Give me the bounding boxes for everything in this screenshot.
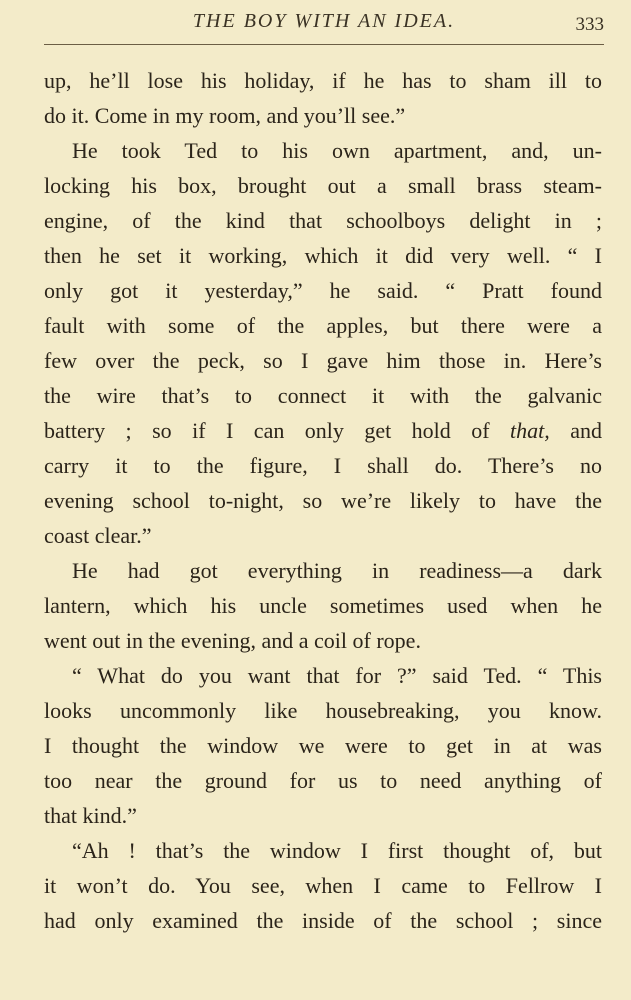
- text-line: had only examined the inside of the school ; since: [44, 908, 602, 933]
- text-line: up, he’ll lose his holiday, if he has to sham ill to: [44, 68, 602, 93]
- text-line: He had got everything in readiness—a dark: [72, 558, 602, 583]
- text-line: battery ; so if I can only get hold of that, and: [44, 418, 603, 443]
- text-line: evening school to-night, so we’re likely to have the: [44, 488, 602, 513]
- text-line: only got it yesterday,” he said. “ Pratt found: [44, 278, 602, 303]
- text-line: carry it to the figure, I shall do. There’s no: [44, 453, 602, 478]
- running-title: THE BOY WITH AN IDEA.: [192, 10, 456, 32]
- text-line: engine, of the kind that schoolboys delight in ;: [44, 208, 602, 233]
- text-line: I thought the window we were to get in at was: [44, 733, 602, 758]
- text-line: He took Ted to his own apartment, and, un-: [72, 138, 602, 163]
- page-header: [44, 8, 604, 44]
- text-line: do it. Come in my room, and you’ll see.”: [44, 103, 406, 128]
- text-line: the wire that’s to connect it with the galvanic: [44, 383, 602, 408]
- text-line: it won’t do. You see, when I came to Fellrow I: [44, 873, 602, 898]
- text-line: few over the peck, so I gave him those in. Here’s: [44, 348, 602, 373]
- page-number: 333: [575, 14, 604, 35]
- body-text: [44, 63, 602, 938]
- text-line: “Ah ! that’s the window I first thought of, but: [72, 838, 602, 863]
- text-line: coast clear.”: [44, 523, 152, 548]
- text-line: locking his box, brought out a small brass steam-: [44, 173, 602, 198]
- text-line: looks uncommonly like housebreaking, you know.: [44, 698, 602, 723]
- emphasis-word: that,: [510, 418, 550, 443]
- text-line: then he set it working, which it did very well. “ I: [44, 243, 602, 268]
- text-line: “ What do you want that for ?” said Ted. “ This: [72, 663, 602, 688]
- text-line: went out in the evening, and a coil of rope.: [44, 628, 421, 653]
- text-line: fault with some of the apples, but there were a: [44, 313, 602, 338]
- text-line: lantern, which his uncle sometimes used when he: [44, 593, 602, 618]
- text-line: that kind.”: [44, 803, 137, 828]
- text-line: too near the ground for us to need anything of: [44, 768, 602, 793]
- header-rule: [44, 44, 604, 45]
